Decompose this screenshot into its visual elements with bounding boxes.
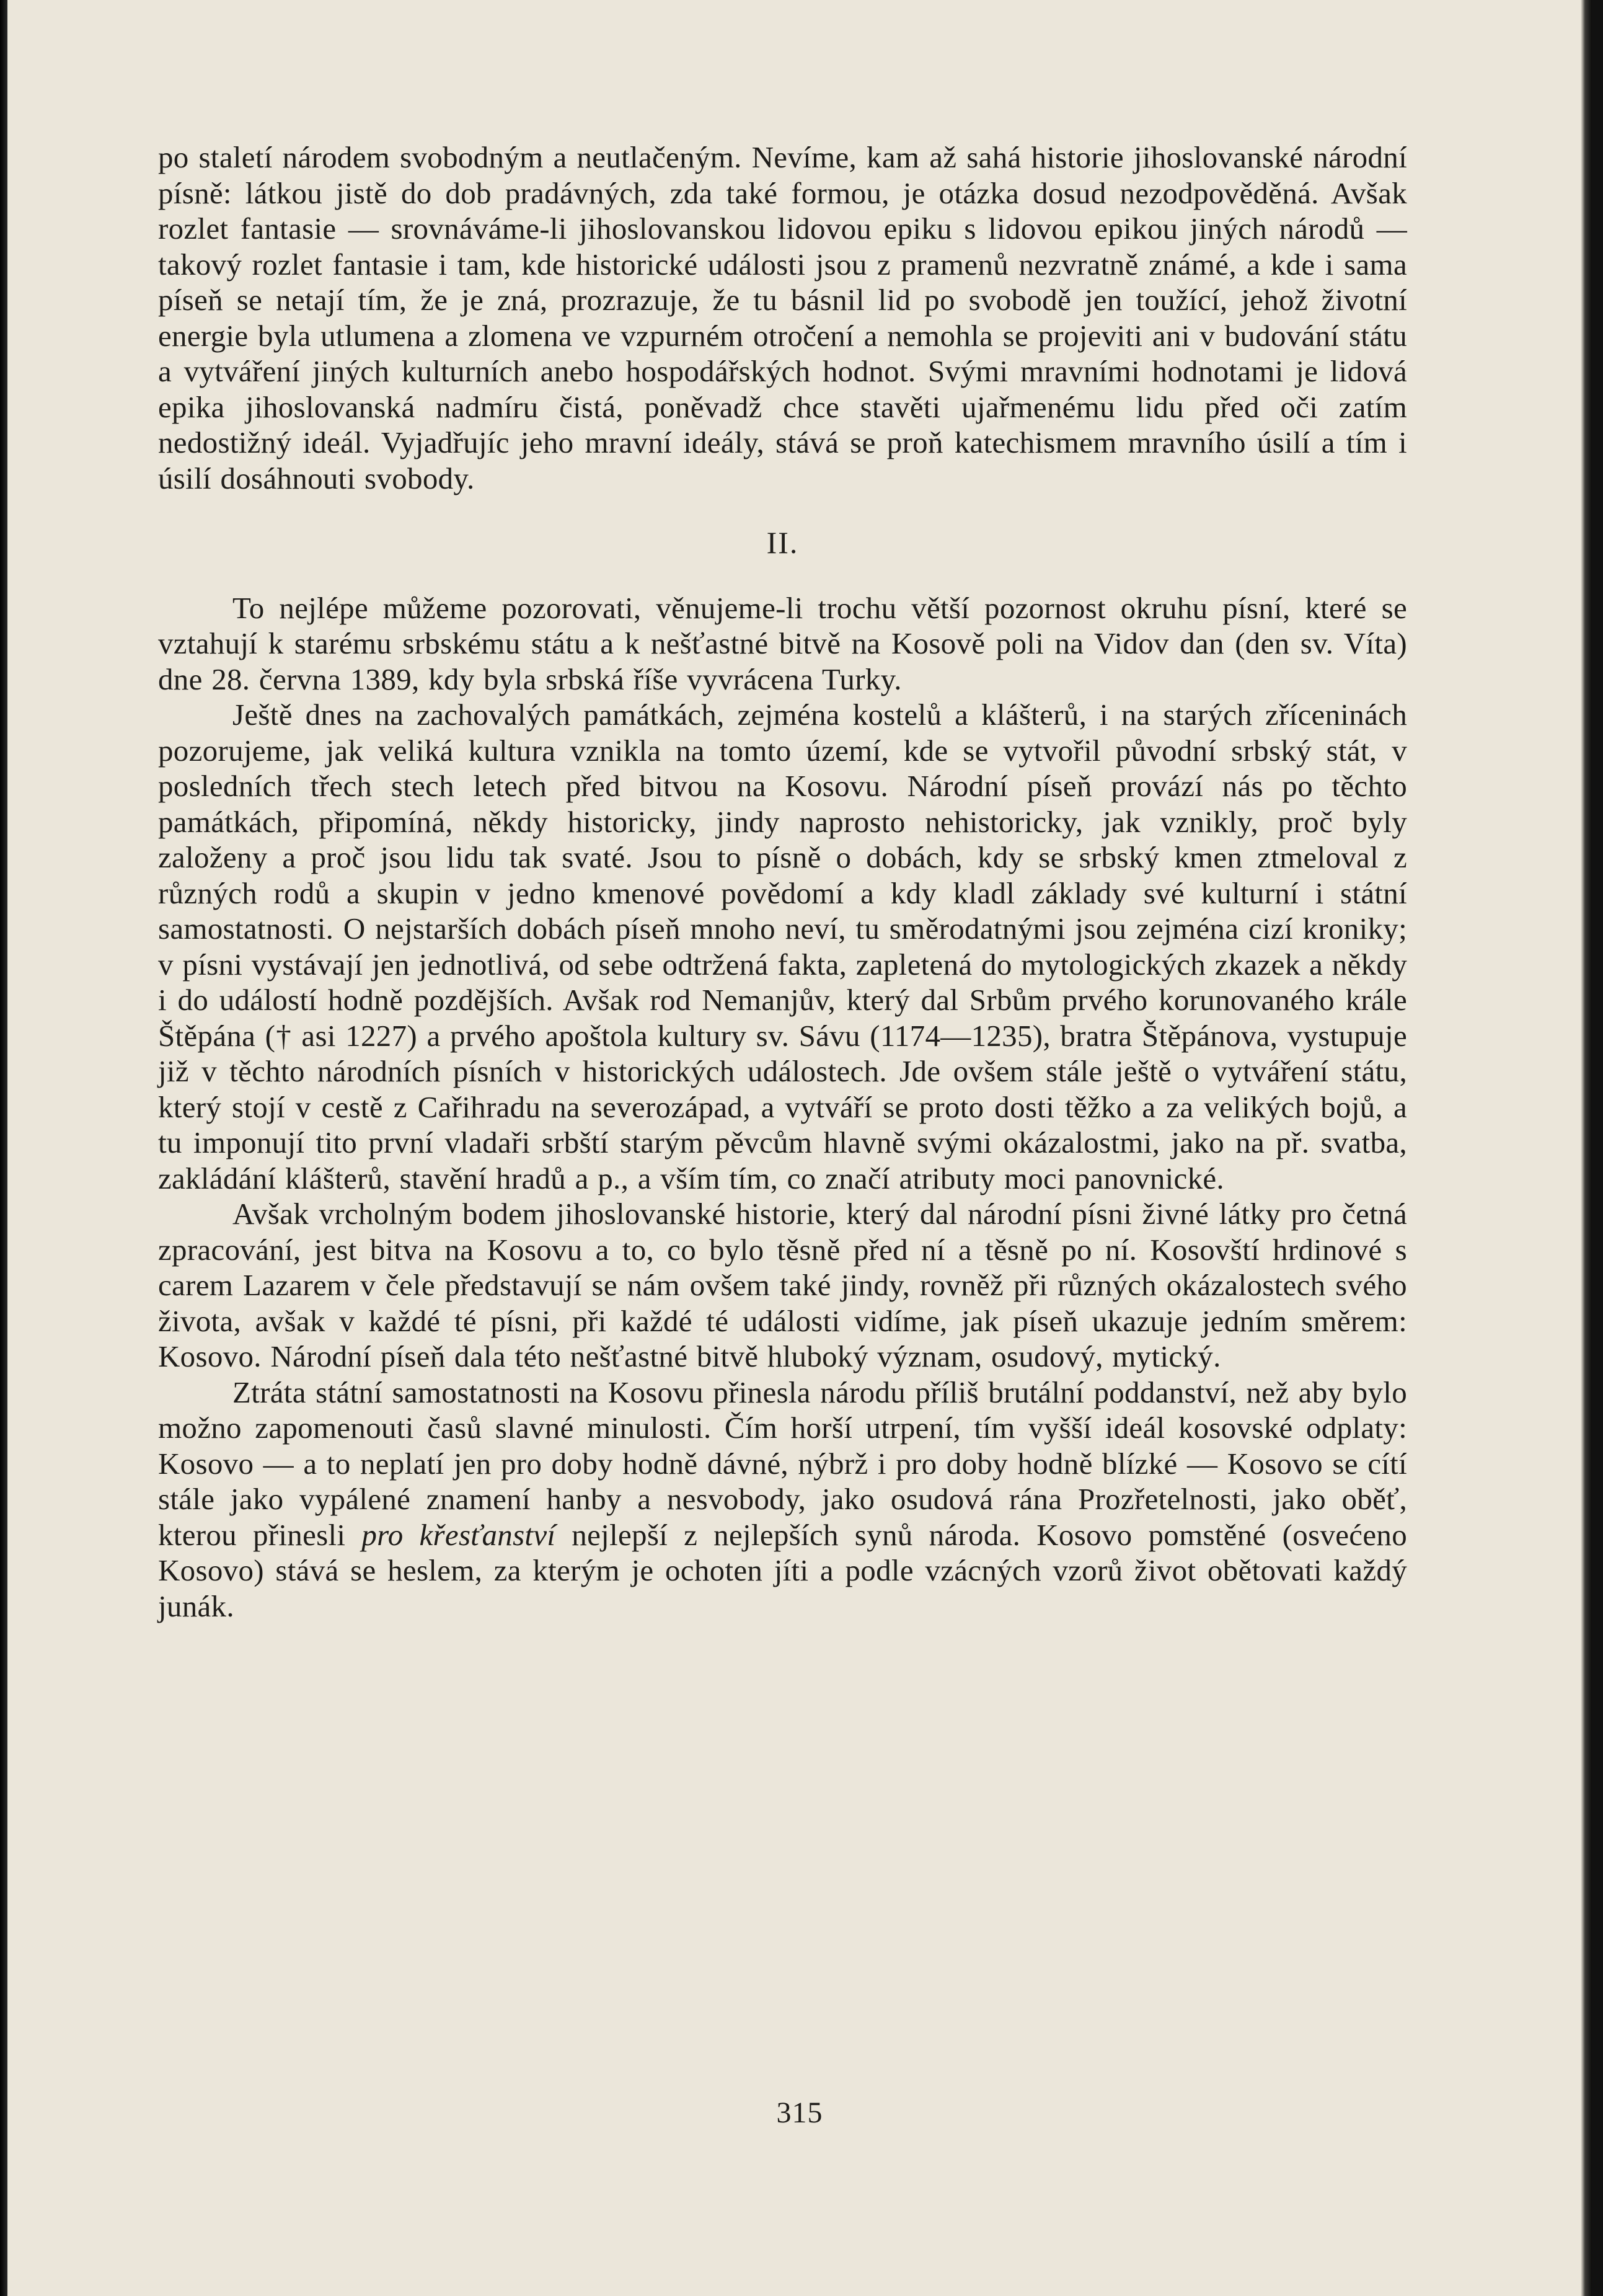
paragraph-monuments: Ještě dnes na zachovalých památkách, zejména kostelů a klášterů, i na starých zříceninách pozorujeme, jak veliká kultura vznikla na tomto území, kde se vytvořil původní srbský stát, v posledních třech stech letech před bitvou na Kosovu. Národní píseň provází nás po těchto památkách, připomíná, někdy historicky, jindy naprosto nehistoricky, jak vznikly, proč byly založeny a proč jsou lidu tak svaté. Jsou to písně o dobách, kdy se srbský kmen ztmeloval z různých rodů a skupin v jedno kmenové povědomí a kdy kladl základy své kulturní i státní samostatnosti. O nejstarších dobách píseň mnoho neví, tu směrodatnými jsou zejména cizí kroniky; v písni vystávají jen jednotlivá, od sebe odtržená fakta, zapletená do mytologických zkazek a někdy i do událostí hodně pozdějších. Avšak rod Nemanjův, který dal Srbům prvého korunovaného krále Štěpána († asi 1227) a prvého apoštola kultury sv. Sávu (1174—1235), bratra Štěpánova, vystupuje již v těchto národních písních v historických událostech. Jde ovšem stále ještě o vytváření státu, který stojí v cestě z Cařihradu na severozápad, a vytváří se proto dosti těžko a za velikých bojů, a tu imponují tito první vladaři srbští starým pěvcům hlavně svými okázalostmi, jako na př. svatba, zakládání klášterů, stavění hradů a p., a vším tím, co značí atributy moci panovnické. <box>158 698 1407 1195</box>
page-number: 315 <box>776 2096 823 2129</box>
paragraph-text-before-italic: Ztráta státní samostatnosti na Kosovu přinesla národu příliš brutální poddanství, než aby bylo možno zapomenouti časů slavné minulosti. Čím horší utrpení, tím vyšší ideál kosovské odplaty: Kosovo — a to neplatí jen pro doby hodně dávné, nýbrž i pro doby hodně blízké — Kosovo se cítí stále jako vypálené znamení hanby a nesvobody, jako osudová rána Prozřetelnosti, jako oběť, kterou přinesli <box>158 1375 1407 1552</box>
section-heading: II. <box>766 525 799 560</box>
scan-right-edge <box>1581 0 1592 2296</box>
italic-phrase: pro křesťanství <box>361 1517 556 1552</box>
scan-left-edge <box>0 0 7 2296</box>
paragraph-loss-of-independence <box>158 1375 1407 1624</box>
page-body <box>158 140 1407 1624</box>
book-page <box>7 0 1592 2296</box>
paragraph-kosovo-cycle: To nejlépe můžeme pozorovati, věnujeme-li trochu větší pozornost okruhu písní, které se vztahují k starému srbskému státu a k nešťastné bitvě na Kosově poli na Vidov dan (den sv. Víta) dne 28. června 1389, kdy byla srbská říše vyvrácena Turky. <box>158 590 1407 696</box>
paragraph-text-after-italic: nejlepší z nejlepších synů národa. Kosovo pomstěné (osvećeno Kosovo) stává se heslem, za kterým je ochoten jíti a podle vzácných vzorů život obětovati každý junák. <box>158 1517 1407 1623</box>
paragraph-continued: po staletí národem svobodným a neutlačeným. Nevíme, kam až sahá historie jihoslovanské národní písně: látkou jistě do dob pradávných, zda také formou, je otázka dosud nezodpověděná. Avšak rozlet fantasie — srovnáváme-li jihoslovanskou lidovou epiku s lidovou epikou jiných národů — takový rozlet fantasie i tam, kde historické události jsou z pramenů nezvratně známé, a kde i sama píseň se netají tím, že je zná, prozrazuje, že tu básnil lid po svobodě jen toužící, jehož životní energie byla utlumena a zlomena ve vzpurném otročení a nemohla se projeviti ani v budování státu a vytváření jiných kulturních anebo hospodářských hodnot. Svými mravními hodnotami je lidová epika jihoslovanská nadmíru čistá, poněvadž chce stavěti ujařmenému lidu před oči zatím nedostižný ideál. Vyjadřujíc jeho mravní ideály, stává se proň katechismem mravního úsilí a tím i úsilí dosáhnouti svobody. <box>158 140 1407 495</box>
paragraph-battle-peak: Avšak vrcholným bodem jihoslovanské historie, který dal národní písni živné látky pro četná zpracování, jest bitva na Kosovu a to, co bylo těsně před ní a těsně po ní. Kosovští hrdinové s carem Lazarem v čele představují se nám ovšem také jindy, rovněž při různých okázalostech svého života, avšak v každé té písni, při každé té události vidíme, jak píseň ukazuje jedním směrem: Kosovo. Národní píseň dala této nešťastné bitvě hluboký význam, osudový, mytický. <box>158 1197 1407 1373</box>
